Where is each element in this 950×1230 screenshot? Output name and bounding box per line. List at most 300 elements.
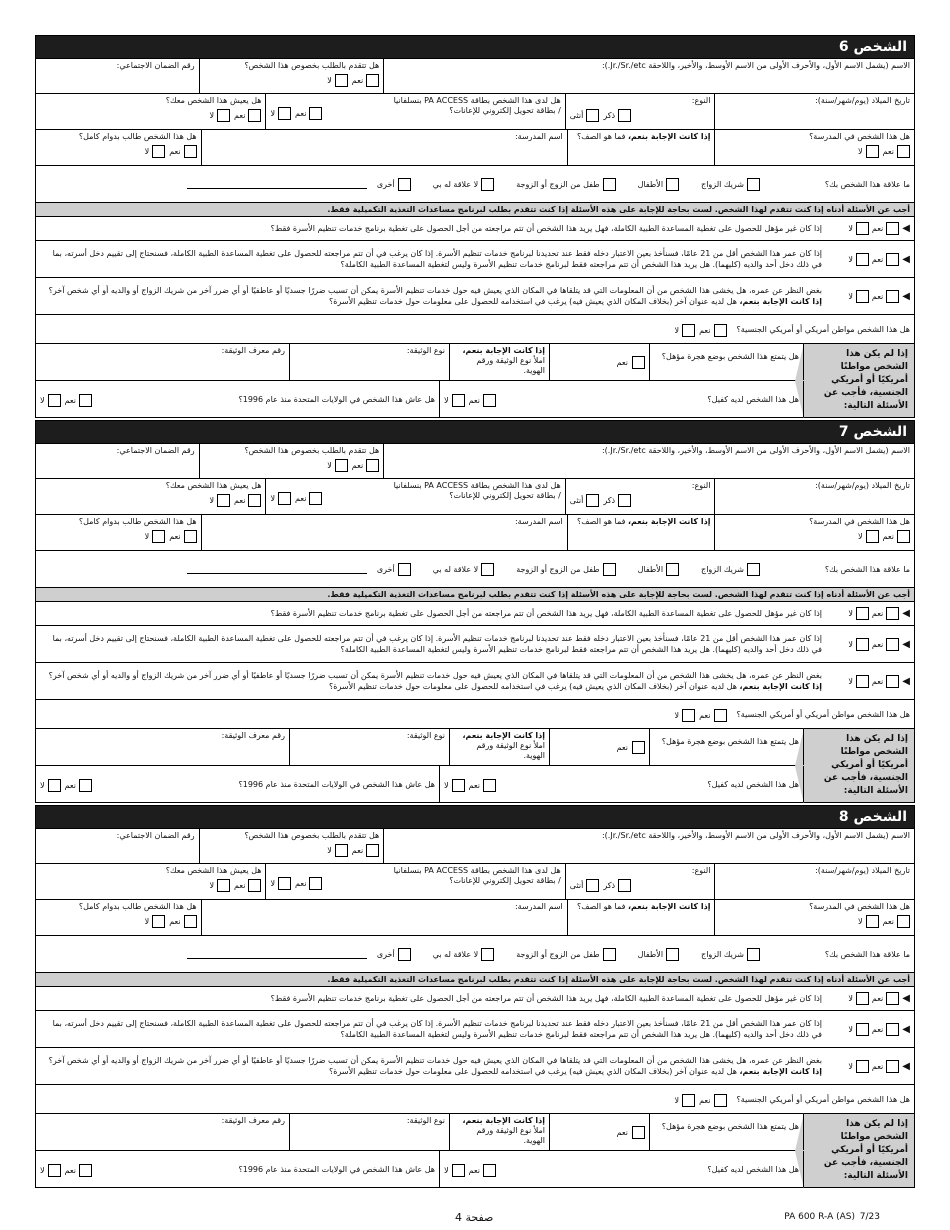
relation-label: ما علاقة هذا الشخص بك؟ — [824, 179, 910, 189]
no-label: لا — [848, 224, 853, 233]
fulltime-yes-checkbox[interactable] — [184, 530, 197, 543]
ssn-field[interactable] — [36, 829, 199, 863]
immig-label: هل يتمتع هذا الشخص بوضع هجرة مؤهل؟ — [661, 352, 799, 361]
fp-q3-yes-checkbox[interactable] — [886, 1060, 899, 1073]
in-school-no-checkbox[interactable] — [866, 530, 879, 543]
in-school-options — [719, 915, 910, 928]
yes-label: نعم — [64, 396, 76, 405]
since1996-label: هل عاش هذا الشخص في الولايات المتحدة منذ عام 1996؟ — [238, 394, 435, 404]
fp-q2-no-checkbox[interactable] — [856, 1023, 869, 1036]
citizen-label: هل هذا الشخص مواطن أمريكي أو أمريكي الجنسية؟ — [736, 1094, 910, 1104]
paaccess-options — [270, 484, 322, 512]
female-label: أنثى — [569, 111, 584, 120]
yes-label: نعم — [468, 396, 480, 405]
doc-type-field[interactable] — [289, 729, 449, 765]
yes-label: نعم — [882, 532, 894, 541]
applying-label: هل تتقدم بالطلب بخصوص هذا الشخص؟ — [244, 446, 380, 455]
relation-label: ما علاقة هذا الشخص بك؟ — [824, 949, 910, 959]
yes-label: نعم — [169, 917, 181, 926]
yes-label: نعم — [351, 76, 364, 85]
noncitizen-box — [35, 1114, 915, 1188]
yes-label: نعم — [616, 357, 628, 367]
doc-type-label: نوع الوثيقة: — [406, 1116, 445, 1125]
no-relation-label: لا علاقة له بي — [432, 564, 479, 574]
fulltime-options — [40, 915, 197, 928]
other-label: أخرى — [376, 949, 395, 959]
name-field[interactable] — [383, 444, 914, 478]
no-label: لا — [327, 461, 332, 470]
yes-label: نعم — [351, 846, 364, 855]
yes-label: نعم — [616, 1127, 628, 1137]
person-header: الشخص 7 — [35, 420, 915, 444]
relation-field — [187, 948, 910, 961]
lives-with-yes-checkbox[interactable] — [248, 494, 261, 507]
other-label: أخرى — [376, 564, 395, 574]
since1996-no-checkbox[interactable] — [48, 394, 61, 407]
doc-id-field[interactable] — [36, 344, 289, 380]
citizen-yes-checkbox[interactable] — [714, 324, 727, 337]
immig-if-text: املأ نوع الوثيقة ورقم الهوية. — [476, 356, 545, 375]
lives-with-field — [36, 864, 265, 899]
fp-q2-yes-checkbox[interactable] — [886, 1023, 899, 1036]
spouse-label: شريك الزواج — [701, 949, 744, 959]
male-label: ذكر — [603, 496, 616, 505]
since1996-field — [36, 381, 439, 417]
dob-field[interactable] — [714, 94, 914, 129]
since1996-yes-checkbox[interactable] — [79, 394, 92, 407]
fulltime-field — [36, 130, 201, 165]
yes-label: نعم — [234, 496, 246, 505]
no-label: لا — [848, 1024, 853, 1034]
fp-q1-row — [35, 602, 915, 626]
yes-label: نعم — [699, 711, 711, 720]
doc-id-label: رقم معرف الوثيقة: — [221, 346, 285, 355]
fp-q2-no-checkbox[interactable] — [856, 638, 869, 651]
person-section — [35, 35, 915, 418]
no-label: لا — [40, 781, 45, 790]
fp-q2-text: إذا كان عمر هذا الشخص أقل من 21 عامًا، فسنأخذ بعين الاعتبار دخله فقط عند تحديدنا لبرنامج خدمات تنظيم الأسرة. إذا كان يرغب في أن تتم مراجعته للحصول على تغطية المساعدة الطبية الكاملة، فسنحتاج إلى تقييم دخل أسرته، بما في ذلك دخل أحد والديه (كليهما). هل يريد هذا الشخص أن تتم مراجعته فقط لبرنامج خدمات تنظيم الأسرة وليس لتغطية المساعدة الطبية الكاملة؟ — [52, 634, 822, 654]
immig-if-bold: إذا كانت الإجابة بنعم، — [462, 731, 545, 740]
paaccess-label: هل لدى هذا الشخص بطاقة PA ACCESS بنسلفانيا / بطاقة تحويل إلكتروني للإعانات؟ — [393, 866, 561, 885]
doc-id-label: رقم معرف الوثيقة: — [221, 1116, 285, 1125]
sponsor-field — [439, 381, 804, 417]
fp-q2-options — [826, 1023, 914, 1036]
fulltime-label: هل هذا الشخص طالب بدوام كامل؟ — [78, 132, 197, 141]
yes-label: نعم — [468, 781, 480, 790]
citizen-no-checkbox[interactable] — [682, 1094, 695, 1107]
in-school-options — [719, 145, 910, 158]
no-label: لا — [674, 326, 680, 335]
arrow-icon: ◀ — [902, 1060, 910, 1072]
yes-label: نعم — [871, 254, 884, 264]
ssn-label: رقم الضمان الاجتماعي: — [116, 831, 195, 840]
other-checkbox[interactable] — [398, 563, 411, 576]
sponsor-options — [444, 779, 496, 792]
spouse-child-checkbox[interactable] — [603, 948, 616, 961]
fulltime-no-checkbox[interactable] — [152, 915, 165, 928]
applying-yes-checkbox[interactable] — [366, 74, 379, 87]
noncitizen-label: إذا لم يكن هذا الشخص مواطنًا أمريكيًا أو أمريكي الجنسية، فأجب عن الأسئلة التالية: — [804, 344, 914, 417]
since1996-yes-checkbox[interactable] — [79, 779, 92, 792]
arrow-icon: ◀ — [902, 223, 910, 234]
applying-label: هل تتقدم بالطلب بخصوص هذا الشخص؟ — [244, 831, 380, 840]
grade-label: فما هو الصف؟ — [576, 517, 628, 526]
citizen-options — [675, 324, 727, 337]
fp-q2-yes-checkbox[interactable] — [886, 253, 899, 266]
children-checkbox[interactable] — [666, 948, 679, 961]
no-label: لا — [674, 711, 680, 720]
name-label: الاسم (يشمل الاسم الأول، والأحرف الأولى من الاسم الأوسط، والأخير، واللاحقة Jr./Sr./etc.): — [601, 831, 910, 840]
no-label: لا — [848, 676, 853, 686]
doc-type-field[interactable] — [289, 344, 449, 380]
fp-q3-no-checkbox[interactable] — [856, 1060, 869, 1073]
other-line[interactable] — [187, 565, 367, 574]
spouse-child-label: طفل من الزوج أو الزوجة — [516, 949, 600, 959]
arrow-icon: ◀ — [902, 993, 910, 1004]
yes-label: نعم — [616, 742, 628, 752]
lives-with-yes-checkbox[interactable] — [248, 109, 261, 122]
applying-yes-checkbox[interactable] — [366, 844, 379, 857]
other-checkbox[interactable] — [398, 178, 411, 191]
immig-if-field — [549, 729, 649, 765]
form-id: PA 600 R-A (AS) — [784, 1212, 855, 1222]
since1996-yes-checkbox[interactable] — [79, 1164, 92, 1177]
fulltime-label: هل هذا الشخص طالب بدوام كامل؟ — [78, 517, 197, 526]
spouse-checkbox[interactable] — [747, 948, 760, 961]
no-label: لا — [327, 846, 332, 855]
paaccess-yes-checkbox[interactable] — [309, 877, 322, 890]
in-school-field — [714, 130, 914, 165]
ssn-label: رقم الضمان الاجتماعي: — [116, 446, 195, 455]
ssn-field[interactable] — [36, 444, 199, 478]
yes-label: نعم — [882, 917, 894, 926]
immig-yes-checkbox[interactable] — [632, 741, 645, 754]
fulltime-no-checkbox[interactable] — [152, 145, 165, 158]
fulltime-yes-checkbox[interactable] — [184, 915, 197, 928]
doc-type-field[interactable] — [289, 1114, 449, 1150]
citizen-row — [35, 700, 915, 729]
school-name-field[interactable] — [201, 130, 567, 165]
dob-field[interactable] — [714, 864, 914, 899]
sponsor-label: هل هذا الشخص لديه كفيل؟ — [707, 1164, 799, 1174]
citizen-label: هل هذا الشخص مواطن أمريكي أو أمريكي الجنسية؟ — [736, 709, 910, 719]
fp-q2-options — [826, 253, 914, 266]
in-school-no-checkbox[interactable] — [866, 145, 879, 158]
paaccess-options — [270, 869, 322, 897]
sponsor-yes-checkbox[interactable] — [483, 1164, 496, 1177]
citizen-label: هل هذا الشخص مواطن أمريكي أو أمريكي الجنسية؟ — [736, 324, 910, 334]
lives-with-no-checkbox[interactable] — [217, 109, 230, 122]
immig-yes-checkbox[interactable] — [632, 356, 645, 369]
sex-field — [565, 864, 715, 899]
fp-q2-no-checkbox[interactable] — [856, 253, 869, 266]
fp-q1-no-checkbox[interactable] — [856, 607, 869, 620]
no-label: لا — [444, 1166, 449, 1175]
in-school-yes-checkbox[interactable] — [897, 915, 910, 928]
yes-label: نعم — [295, 493, 307, 503]
lives-with-no-checkbox[interactable] — [217, 494, 230, 507]
yes-label: نعم — [295, 878, 307, 888]
lives-with-field — [36, 479, 265, 514]
yes-label: نعم — [64, 781, 76, 790]
fp-q3-text — [36, 283, 826, 309]
female-checkbox[interactable] — [586, 109, 599, 122]
no-label: لا — [848, 291, 853, 301]
in-school-options — [719, 530, 910, 543]
yes-label: نعم — [64, 1166, 76, 1175]
school-name-field[interactable] — [201, 515, 567, 550]
citizen-row — [35, 315, 915, 344]
other-checkbox[interactable] — [398, 948, 411, 961]
immig-note — [449, 729, 549, 765]
applying-no-checkbox[interactable] — [335, 74, 348, 87]
name-label: الاسم (يشمل الاسم الأول، والأحرف الأولى من الاسم الأوسط، والأخير، واللاحقة Jr./Sr./etc.): — [601, 61, 910, 70]
no-label: لا — [848, 254, 853, 264]
female-checkbox[interactable] — [586, 879, 599, 892]
fp-q1-yes-checkbox[interactable] — [886, 222, 899, 235]
fp-q1-text: إذا كان غير مؤهل للحصول على تغطية المساعدة الطبية الكاملة، فهل يريد هذا الشخص أن تتم مراجعته من أجل الحصول على تغطية برنامج خدمات تنظيم الأسرة فقط؟ — [270, 994, 822, 1003]
yes-label: نعم — [882, 147, 894, 156]
immig-note — [449, 1114, 549, 1150]
no-label: لا — [848, 1061, 853, 1071]
fp-q2-row — [35, 241, 915, 278]
male-checkbox[interactable] — [618, 494, 631, 507]
paaccess-no-checkbox[interactable] — [278, 492, 291, 505]
sponsor-options — [444, 394, 496, 407]
in-school-yes-checkbox[interactable] — [897, 530, 910, 543]
fp-q1-options — [826, 992, 914, 1005]
school-name-label: اسم المدرسة: — [514, 132, 563, 141]
immig-if-bold: إذا كانت الإجابة بنعم، — [462, 346, 545, 355]
fulltime-label: هل هذا الشخص طالب بدوام كامل؟ — [78, 902, 197, 911]
doc-type-label: نوع الوثيقة: — [406, 346, 445, 355]
no-label: لا — [848, 639, 853, 649]
citizen-yes-checkbox[interactable] — [714, 709, 727, 722]
fp-q2-row — [35, 1011, 915, 1048]
applying-field — [199, 829, 384, 863]
applying-options — [204, 844, 380, 857]
page-number: صفحة 4 — [455, 1211, 494, 1224]
paaccess-options — [270, 99, 322, 127]
no-label: لا — [40, 1166, 45, 1175]
no-label: لا — [144, 532, 150, 541]
fp-q3-yes-checkbox[interactable] — [886, 675, 899, 688]
no-label: لا — [444, 781, 449, 790]
fp-q3-no-checkbox[interactable] — [856, 290, 869, 303]
fp-q1-no-checkbox[interactable] — [856, 222, 869, 235]
grade-field[interactable] — [567, 130, 715, 165]
since1996-no-checkbox[interactable] — [48, 779, 61, 792]
fulltime-options — [40, 145, 197, 158]
doc-id-field[interactable] — [36, 1114, 289, 1150]
fp-q1-text: إذا كان غير مؤهل للحصول على تغطية المساعدة الطبية الكاملة، فهل يريد هذا الشخص أن تتم مراجعته من أجل الحصول على تغطية برنامج خدمات تنظيم الأسرة فقط؟ — [270, 224, 822, 233]
fp-q3-yes-checkbox[interactable] — [886, 290, 899, 303]
citizen-options — [675, 1094, 727, 1107]
fp-q3b: إذا كانت الإجابة بنعم، — [739, 1067, 822, 1076]
lives-with-field — [36, 94, 265, 129]
fulltime-options — [40, 530, 197, 543]
female-checkbox[interactable] — [586, 494, 599, 507]
fp-header: أجب عن الأسئلة أدناه إذا كنت تتقدم لهذا الشخص. لست بحاجة للإجابة على هذه الأسئلة إذا كنت تتقدم بطلب لبرنامج مساعدات التغذية التكميلية فقط. — [35, 203, 915, 217]
dob-field[interactable] — [714, 479, 914, 514]
female-label: أنثى — [569, 881, 584, 890]
sponsor-no-checkbox[interactable] — [452, 779, 465, 792]
no-relation-checkbox[interactable] — [481, 178, 494, 191]
spouse-child-checkbox[interactable] — [603, 178, 616, 191]
in-school-yes-checkbox[interactable] — [897, 145, 910, 158]
grade-if-label: إذا كانت الإجابة بنعم، — [627, 517, 711, 526]
paaccess-yes-checkbox[interactable] — [309, 492, 322, 505]
fp-q1-no-checkbox[interactable] — [856, 992, 869, 1005]
fp-q1-options — [826, 222, 914, 235]
yes-label: نعم — [871, 1024, 884, 1034]
since1996-options — [40, 779, 92, 792]
since1996-options — [40, 394, 92, 407]
fp-q3c: هل لديه عنوان آخر (بخلاف المكان الذي يعيش فيه) يرغب في استخدامه للحصول على معلومات حول خدمات تنظيم الأسرة؟ — [329, 682, 737, 691]
in-school-no-checkbox[interactable] — [866, 915, 879, 928]
fp-q2-text: إذا كان عمر هذا الشخص أقل من 21 عامًا، فسنأخذ بعين الاعتبار دخله فقط عند تحديدنا لبرنامج خدمات تنظيم الأسرة. إذا كان يرغب في أن تتم مراجعته للحصول على تغطية المساعدة الطبية الكاملة، فسنحتاج إلى تقييم دخل أسرته، بما في ذلك دخل أحد والديه (كليهما). هل يريد هذا الشخص أن تتم مراجعته فقط لبرنامج خدمات تنظيم الأسرة وليس لتغطية المساعدة الطبية الكاملة؟ — [52, 249, 822, 269]
fp-q1-row — [35, 987, 915, 1011]
grade-field[interactable] — [567, 900, 715, 935]
children-checkbox[interactable] — [666, 563, 679, 576]
lives-with-no-checkbox[interactable] — [217, 879, 230, 892]
person-header: الشخص 6 — [35, 35, 915, 59]
doc-id-field[interactable] — [36, 729, 289, 765]
school-name-label: اسم المدرسة: — [514, 902, 563, 911]
sex-label: النوع: — [691, 481, 711, 490]
grade-label: فما هو الصف؟ — [576, 132, 628, 141]
name-field[interactable] — [383, 829, 914, 863]
sex-label: النوع: — [691, 96, 711, 105]
noncitizen-box — [35, 729, 915, 803]
paaccess-yes-checkbox[interactable] — [309, 107, 322, 120]
children-label: الأطفال — [637, 179, 664, 189]
fp-q3-row — [35, 663, 915, 700]
fp-q1-yes-checkbox[interactable] — [886, 607, 899, 620]
school-name-field[interactable] — [201, 900, 567, 935]
in-school-field — [714, 515, 914, 550]
fp-header: أجب عن الأسئلة أدناه إذا كنت تتقدم لهذا الشخص. لست بحاجة للإجابة على هذه الأسئلة إذا كنت تتقدم بطلب لبرنامج مساعدات التغذية التكميلية فقط. — [35, 588, 915, 602]
immig-if-bold: إذا كانت الإجابة بنعم، — [462, 1116, 545, 1125]
spouse-checkbox[interactable] — [747, 563, 760, 576]
citizen-row — [35, 1085, 915, 1114]
noncitizen-label: إذا لم يكن هذا الشخص مواطنًا أمريكيًا أو أمريكي الجنسية، فأجب عن الأسئلة التالية: — [804, 729, 914, 802]
arrow-icon: ◀ — [902, 638, 910, 650]
no-label: لا — [270, 878, 276, 888]
ssn-field[interactable] — [36, 59, 199, 93]
fp-q3-no-checkbox[interactable] — [856, 675, 869, 688]
since1996-no-checkbox[interactable] — [48, 1164, 61, 1177]
applying-field — [199, 444, 384, 478]
sponsor-yes-checkbox[interactable] — [483, 779, 496, 792]
in-school-label: هل هذا الشخص في المدرسة؟ — [809, 132, 910, 141]
immig-if-field — [549, 344, 649, 380]
sponsor-no-checkbox[interactable] — [452, 394, 465, 407]
immig-if-text: املأ نوع الوثيقة ورقم الهوية. — [476, 741, 545, 760]
applying-no-checkbox[interactable] — [335, 459, 348, 472]
other-label: أخرى — [376, 179, 395, 189]
paaccess-no-checkbox[interactable] — [278, 107, 291, 120]
applying-options — [204, 74, 380, 87]
fp-q3-options — [826, 675, 914, 688]
spouse-child-label: طفل من الزوج أو الزوجة — [516, 179, 600, 189]
other-line[interactable] — [187, 950, 367, 959]
yes-label: نعم — [871, 639, 884, 649]
sex-label: النوع: — [691, 866, 711, 875]
yes-label: نعم — [871, 291, 884, 301]
sponsor-no-checkbox[interactable] — [452, 1164, 465, 1177]
no-relation-checkbox[interactable] — [481, 948, 494, 961]
fulltime-no-checkbox[interactable] — [152, 530, 165, 543]
sponsor-field — [439, 766, 804, 802]
paaccess-field — [265, 864, 564, 899]
fp-q1-yes-checkbox[interactable] — [886, 992, 899, 1005]
yes-label: نعم — [351, 461, 364, 470]
sponsor-options — [444, 1164, 496, 1177]
fulltime-yes-checkbox[interactable] — [184, 145, 197, 158]
yes-label: نعم — [699, 326, 711, 335]
fp-q2-yes-checkbox[interactable] — [886, 638, 899, 651]
no-label: لا — [444, 396, 449, 405]
fp-q1-text: إذا كان غير مؤهل للحصول على تغطية المساعدة الطبية الكاملة، فهل يريد هذا الشخص أن تتم مراجعته من أجل الحصول على تغطية برنامج خدمات تنظيم الأسرة فقط؟ — [270, 609, 822, 618]
noncitizen-label: إذا لم يكن هذا الشخص مواطنًا أمريكيًا أو أمريكي الجنسية، فأجب عن الأسئلة التالية: — [804, 1114, 914, 1187]
spouse-checkbox[interactable] — [747, 178, 760, 191]
children-checkbox[interactable] — [666, 178, 679, 191]
other-line[interactable] — [187, 180, 367, 189]
citizen-no-checkbox[interactable] — [682, 709, 695, 722]
arrow-icon: ◀ — [902, 608, 910, 619]
no-label: لا — [674, 1096, 680, 1105]
grade-field[interactable] — [567, 515, 715, 550]
applying-no-checkbox[interactable] — [335, 844, 348, 857]
fp-q3-text — [36, 1053, 826, 1079]
fp-q1-options — [826, 607, 914, 620]
citizen-options — [675, 709, 727, 722]
applying-yes-checkbox[interactable] — [366, 459, 379, 472]
paaccess-no-checkbox[interactable] — [278, 877, 291, 890]
male-checkbox[interactable] — [618, 109, 631, 122]
no-relation-checkbox[interactable] — [481, 563, 494, 576]
dob-label: تاريخ الميلاد (يوم/شهر/سنة): — [815, 481, 910, 490]
immig-if-field — [549, 1114, 649, 1150]
no-label: لا — [209, 881, 215, 890]
citizen-yes-checkbox[interactable] — [714, 1094, 727, 1107]
immig-yes-checkbox[interactable] — [632, 1126, 645, 1139]
lives-with-yes-checkbox[interactable] — [248, 879, 261, 892]
dob-label: تاريخ الميلاد (يوم/شهر/سنة): — [815, 866, 910, 875]
spouse-child-checkbox[interactable] — [603, 563, 616, 576]
in-school-label: هل هذا الشخص في المدرسة؟ — [809, 517, 910, 526]
sex-field — [565, 479, 715, 514]
ssn-label: رقم الضمان الاجتماعي: — [116, 61, 195, 70]
since1996-field — [36, 766, 439, 802]
fp-q3-row — [35, 278, 915, 315]
no-label: لا — [270, 493, 276, 503]
yes-label: نعم — [871, 609, 884, 618]
fp-q2-options — [826, 638, 914, 651]
citizen-no-checkbox[interactable] — [682, 324, 695, 337]
person-section — [35, 805, 915, 1188]
sponsor-yes-checkbox[interactable] — [483, 394, 496, 407]
no-label: لا — [327, 76, 332, 85]
in-school-field — [714, 900, 914, 935]
fulltime-field — [36, 900, 201, 935]
arrow-icon: ◀ — [902, 253, 910, 265]
name-field[interactable] — [383, 59, 914, 93]
fp-q3a: بغض النظر عن عمره، هل يخشى هذا الشخص من أن المعلومات التي قد يتلقاها في المكان الذي يعيش فيه حول خدمات تنظيم الأسرة يمكن أن تسبب ضررًا جسديًا أو عاطفيًا أو أي ضرر آخر من شريك الزواج أو والديه أو أي شخص آخر؟ — [48, 671, 822, 680]
no-relation-label: لا علاقة له بي — [432, 179, 479, 189]
male-checkbox[interactable] — [618, 879, 631, 892]
